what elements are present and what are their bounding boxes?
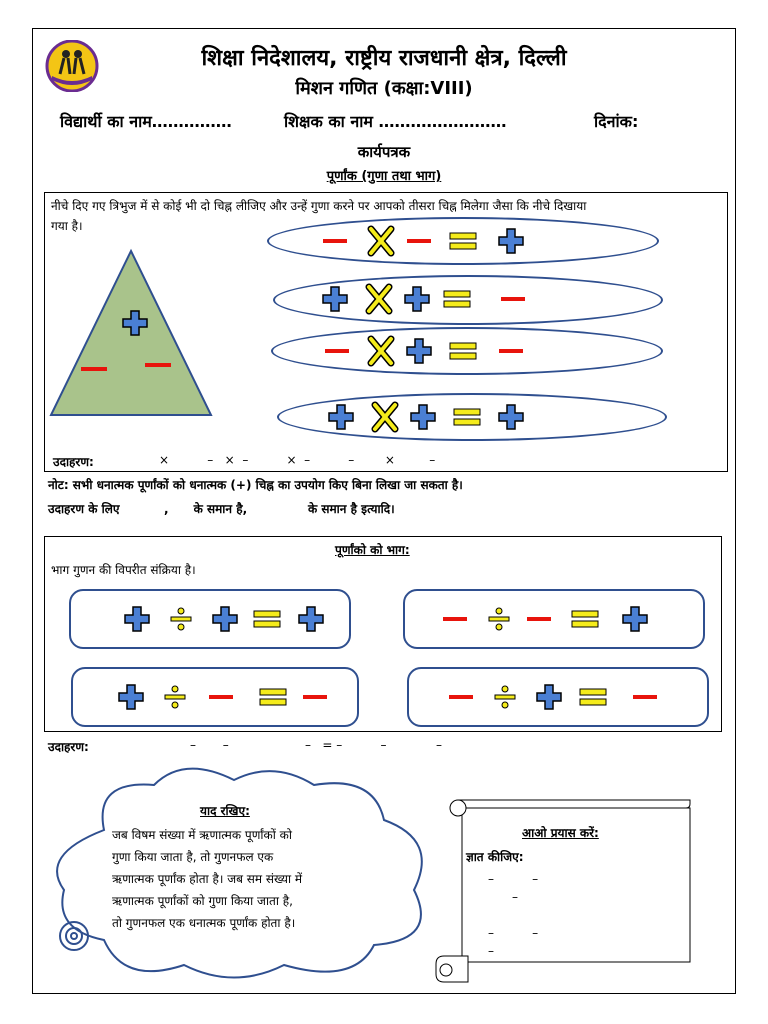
minus-icon (443, 617, 467, 621)
division-example-label: उदाहरण: (48, 740, 89, 754)
equals-icon (454, 409, 480, 415)
student-name-label: विद्यार्थी का नाम…………… (60, 112, 232, 131)
divide-icon (496, 624, 502, 630)
minus-icon (633, 695, 657, 699)
division-title: पूर्णांको को भाग: (335, 543, 410, 557)
equals-icon (580, 689, 606, 695)
divide-icon (495, 695, 515, 699)
plus-icon (411, 405, 435, 429)
plus-icon (499, 405, 523, 429)
multiplication-symbols (45, 193, 729, 473)
equals-icon (260, 699, 286, 705)
division-intro: भाग गुणन की विपरीत संक्रिया है। (51, 563, 196, 577)
equals-icon (450, 243, 476, 249)
plus-icon (329, 405, 353, 429)
try-line-4: – (488, 944, 494, 958)
minus-icon (499, 349, 523, 353)
try-subtitle: ज्ञात कीजिए: (466, 850, 524, 864)
try-line-1: – – (488, 872, 539, 886)
remember-line: तो गुणनफल एक धनात्मक पूर्णांक होता है। (112, 916, 296, 930)
plus-icon (623, 607, 647, 631)
minus-icon (407, 239, 431, 243)
times-icon (371, 229, 391, 253)
minus-icon (303, 695, 327, 699)
multiplication-intro: नीचे दिए गए त्रिभुज में से कोई भी दो चिह्न लीजिए और उन्हें गुणा करने पर आपको तीसरा चिह्न मिलेगा जैसा कि नीचे दिखाया (51, 199, 587, 213)
plus-icon (299, 607, 323, 631)
plus-icon (213, 607, 237, 631)
minus-icon (325, 349, 349, 353)
page-title: शिक्षा निदेशालय, राष्ट्रीय राजधानी क्षेत्र, दिल्ली (201, 46, 567, 71)
times-icon (371, 339, 391, 363)
plus-icon (499, 229, 523, 253)
page-subtitle: मिशन गणित (कक्षा:VIII) (295, 78, 473, 99)
minus-icon (449, 695, 473, 699)
teacher-name-label: शिक्षक का नाम …………………… (284, 112, 507, 131)
minus-icon (209, 695, 233, 699)
equals-icon (444, 301, 470, 307)
equals-icon (444, 291, 470, 297)
equals-icon (450, 233, 476, 239)
equals-icon (254, 621, 280, 627)
plus-icon (537, 685, 561, 709)
multiplication-example-label: उदाहरण: (53, 455, 94, 469)
remember-text (112, 824, 302, 934)
remember-title: याद रखिए: (200, 804, 250, 818)
remember-line: जब विषम संख्या में ऋणात्मक पूर्णांकों को (112, 828, 292, 842)
divide-icon (165, 695, 185, 699)
division-symbols (45, 537, 723, 733)
plus-icon (125, 607, 149, 631)
division-section (44, 536, 722, 732)
plus-icon (407, 339, 431, 363)
note-line-2a: उदाहरण के लिए (48, 502, 120, 516)
divide-icon (502, 686, 508, 692)
division-example: – – – = – – – (190, 738, 443, 752)
divide-icon (178, 624, 184, 630)
worksheet-heading: कार्यपत्रक (357, 143, 411, 161)
minus-icon (323, 239, 347, 243)
times-icon (369, 287, 389, 311)
divide-icon (172, 686, 178, 692)
plus-icon (323, 287, 347, 311)
remember-line: गुणा किया जाता है, तो गुणनफल एक (112, 850, 274, 864)
equals-icon (260, 689, 286, 695)
plus-icon (405, 287, 429, 311)
note-line-2b: , के समान है, (164, 502, 248, 516)
try-line-2: – (512, 890, 518, 904)
remember-line: ऋणात्मक पूर्णांक होता है। जब सम संख्या में (112, 872, 303, 886)
minus-icon (501, 297, 525, 301)
try-line-3: – – (488, 926, 539, 940)
equals-icon (572, 621, 598, 627)
equals-icon (450, 353, 476, 359)
divide-icon (496, 608, 502, 614)
date-label: दिनांक: (594, 112, 639, 131)
multiplication-section (44, 192, 728, 472)
divide-icon (171, 617, 191, 621)
multiplication-intro-2: गया है। (51, 219, 83, 233)
note-line-1: नोट: सभी धनात्मक पूर्णांकों को धनात्मक (+) चिह्न का उपयोग किए बिना लिखा जा सकता है। (48, 478, 463, 492)
equals-icon (454, 419, 480, 425)
divide-icon (178, 608, 184, 614)
divide-icon (502, 702, 508, 708)
try-title: आओ प्रयास करें: (522, 826, 599, 840)
equals-icon (450, 343, 476, 349)
equals-icon (572, 611, 598, 617)
note-line-2c: के समान है इत्यादि। (308, 502, 395, 516)
multiplication-example: × – × – × – – × – (159, 453, 436, 467)
times-icon (375, 405, 395, 429)
try-scroll (428, 792, 698, 988)
divide-icon (489, 617, 509, 621)
divide-icon (172, 702, 178, 708)
plus-icon (119, 685, 143, 709)
remember-line: ऋणात्मक पूर्णांकों को गुणा किया जाता है, (112, 894, 293, 908)
equals-icon (254, 611, 280, 617)
minus-icon (527, 617, 551, 621)
equals-icon (580, 699, 606, 705)
topic-heading: पूर्णांक (गुणा तथा भाग) (326, 169, 442, 184)
